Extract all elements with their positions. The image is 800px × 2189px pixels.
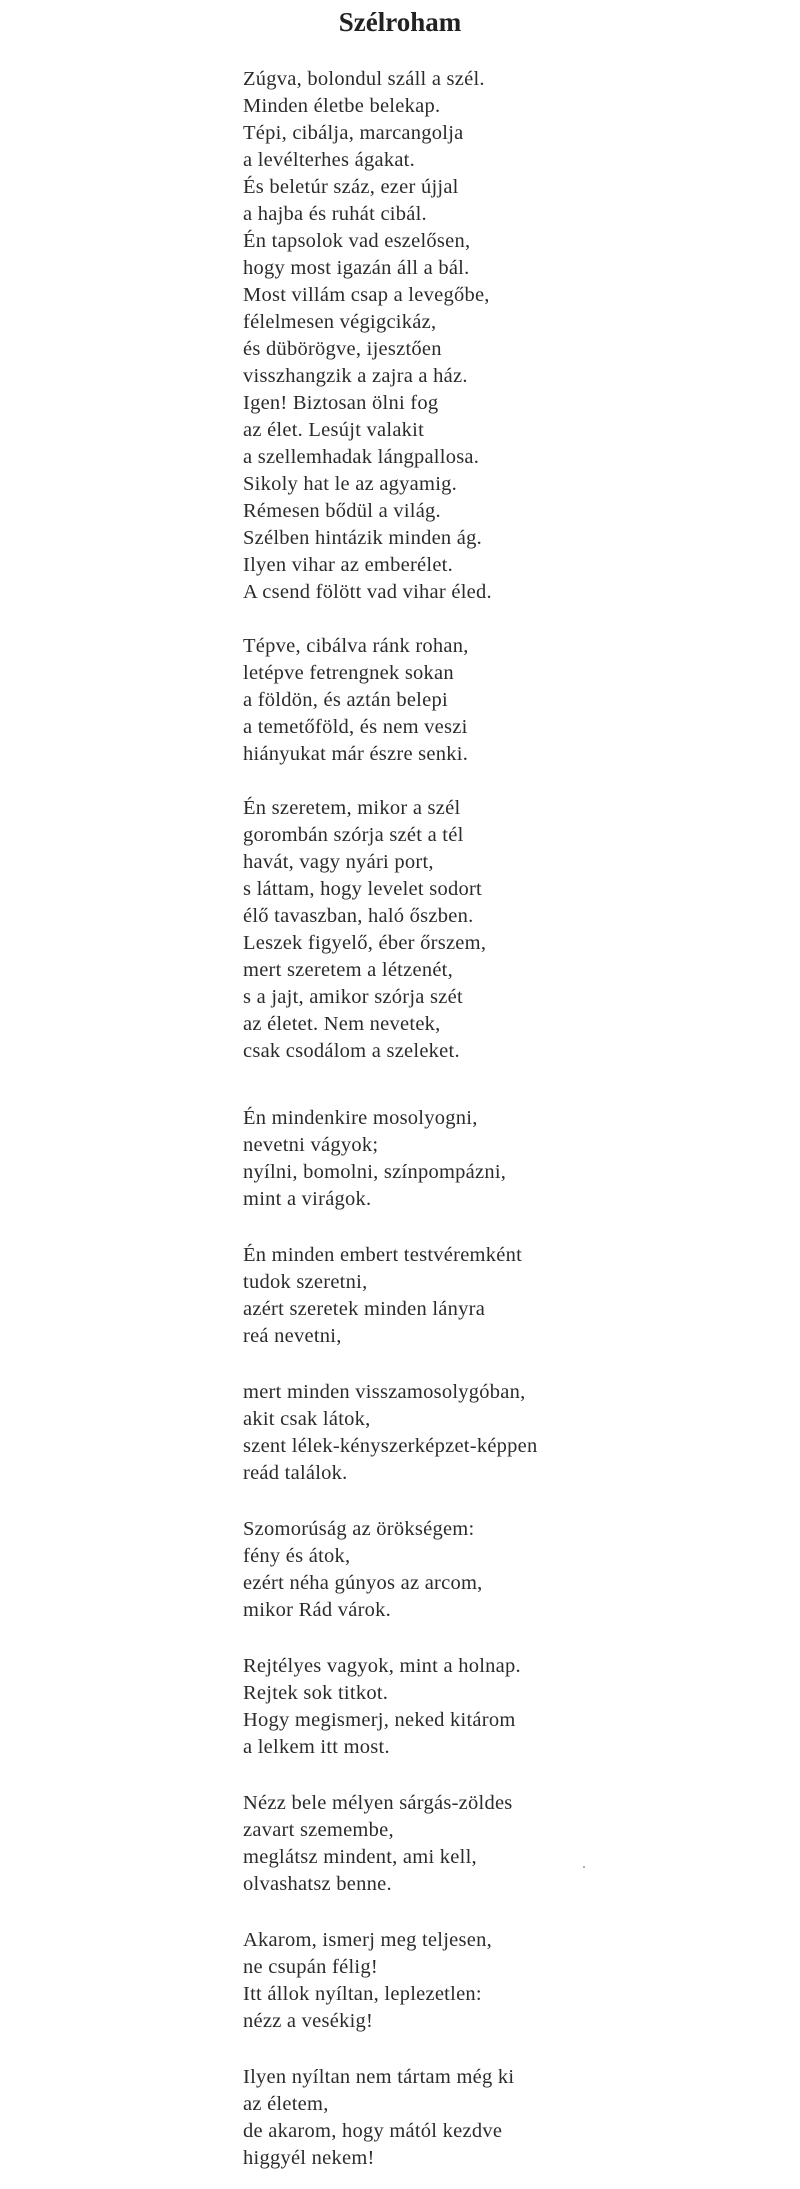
poem-line: Leszek figyelő, éber őrszem,	[243, 932, 487, 954]
stanza	[243, 795, 773, 1065]
poem-line: hogy most igazán áll a bál.	[243, 257, 470, 279]
poem-line: csak csodálom a szeleket.	[243, 1040, 460, 1062]
poem-line: szent lélek-kényszerképzet-képpen	[243, 1435, 538, 1457]
poem-line: Minden életbe belekap.	[243, 95, 441, 117]
stanza	[243, 66, 773, 606]
poem-body	[243, 66, 773, 2172]
poem-line: reá nevetni,	[243, 1325, 342, 1347]
poem-line: és dübörögve, ijesztően	[243, 338, 442, 360]
poem-line: Rémesen bődül a világ.	[243, 500, 441, 522]
poem-line: letépve fetrengnek sokan	[243, 662, 454, 684]
poem-line: Ilyen vihar az emberélet.	[243, 554, 453, 576]
poem-line: az életem,	[243, 2093, 329, 2115]
poem-line: Szélben hintázik minden ág.	[243, 527, 483, 549]
poem-line: akit csak látok,	[243, 1408, 371, 1430]
poem-line: nézz a vesékig!	[243, 2010, 374, 2032]
poem-line: meglátsz mindent, ami kell,	[243, 1846, 477, 1868]
poem-line: Én minden embert testvéremként	[243, 1244, 523, 1266]
poem-line: gorombán szórja szét a tél	[243, 824, 464, 846]
poem-line: a hajba és ruhát cibál.	[243, 203, 427, 225]
poem-line: higgyél nekem!	[243, 2147, 375, 2169]
poem-line: Én tapsolok vad eszelősen,	[243, 230, 471, 252]
poem-line: Szomorúság az örökségem:	[243, 1518, 475, 1540]
poem-line: Én szeretem, mikor a szél	[243, 797, 461, 819]
poem-line: s a jajt, amikor szórja szét	[243, 986, 463, 1008]
poem-line: félelmesen végigcikáz,	[243, 311, 437, 333]
poem-line: zavart szemembe,	[243, 1819, 394, 1841]
poem-line: élő tavaszban, haló őszben.	[243, 905, 474, 927]
stanza	[243, 1790, 773, 1898]
poem-line: Tépi, cibálja, marcangolja	[243, 122, 464, 144]
poem-line: Most villám csap a levegőbe,	[243, 284, 490, 306]
stanza	[243, 1653, 773, 1761]
poem-line: Ilyen nyíltan nem tártam még ki	[243, 2066, 515, 2088]
stanza	[243, 1105, 773, 1213]
poem-line: fény és átok,	[243, 1545, 351, 1567]
poem-line: Sikoly hat le az agyamig.	[243, 473, 458, 495]
poem-line: És beletúr száz, ezer újjal	[243, 176, 459, 198]
poem-line: Nézz bele mélyen sárgás-zöldes	[243, 1792, 513, 1814]
poem-line: Rejtélyes vagyok, mint a holnap.	[243, 1655, 521, 1677]
poem-line: olvashatsz benne.	[243, 1873, 392, 1895]
poem-line: a levélterhes ágakat.	[243, 149, 416, 171]
scan-speck	[583, 1866, 585, 1868]
poem-line: nevetni vágyok;	[243, 1134, 379, 1156]
poem-line: Hogy megismerj, neked kitárom	[243, 1709, 516, 1731]
poem-line: Tépve, cibálva ránk rohan,	[243, 635, 469, 657]
poem-line: A csend fölött vad vihar éled.	[243, 581, 492, 603]
poem-line: a földön, és aztán belepi	[243, 689, 448, 711]
poem-line: mikor Rád várok.	[243, 1599, 392, 1621]
poem-line: ne csupán félig!	[243, 1956, 378, 1978]
stanza	[243, 1379, 773, 1487]
poem-line: ezért néha gúnyos az arcom,	[243, 1572, 483, 1594]
poem-line: mert minden visszamosolygóban,	[243, 1381, 526, 1403]
poem-line: tudok szeretni,	[243, 1271, 368, 1293]
poem-title: Szélroham	[338, 7, 462, 37]
poem-line: mint a virágok.	[243, 1188, 372, 1210]
poem-line: a szellemhadak lángpallosa.	[243, 446, 480, 468]
stanza	[243, 2064, 773, 2172]
poem-line: de akarom, hogy mától kezdve	[243, 2120, 503, 2142]
poem-line: nyílni, bomolni, színpompázni,	[243, 1161, 507, 1183]
poem-line: Zúgva, bolondul száll a szél.	[243, 68, 485, 90]
poem-line: mert szeretem a létzenét,	[243, 959, 453, 981]
poem-line: az élet. Lesújt valakit	[243, 419, 425, 441]
poem-line: havát, vagy nyári port,	[243, 851, 434, 873]
poem-line: azért szeretek minden lányra	[243, 1298, 486, 1320]
stanza	[243, 1516, 773, 1624]
stanza	[243, 1927, 773, 2035]
poem-line: a temetőföld, és nem veszi	[243, 716, 468, 738]
poem-line: Én mindenkire mosolyogni,	[243, 1107, 478, 1129]
poem-line: reád találok.	[243, 1462, 348, 1484]
stanza	[243, 1242, 773, 1350]
poem-line: a lelkem itt most.	[243, 1736, 390, 1758]
poem-line: az életet. Nem nevetek,	[243, 1013, 441, 1035]
poem-line: hiányukat már észre senki.	[243, 743, 469, 765]
poem-line: Itt állok nyíltan, leplezetlen:	[243, 1983, 482, 2005]
poem-line: Akarom, ismerj meg teljesen,	[243, 1929, 492, 1951]
stanza	[243, 633, 773, 768]
poem-line: s láttam, hogy levelet sodort	[243, 878, 482, 900]
poem-line: visszhangzik a zajra a ház.	[243, 365, 468, 387]
poem-line: Igen! Biztosan ölni fog	[243, 392, 439, 414]
poem-line: Rejtek sok titkot.	[243, 1682, 389, 1704]
